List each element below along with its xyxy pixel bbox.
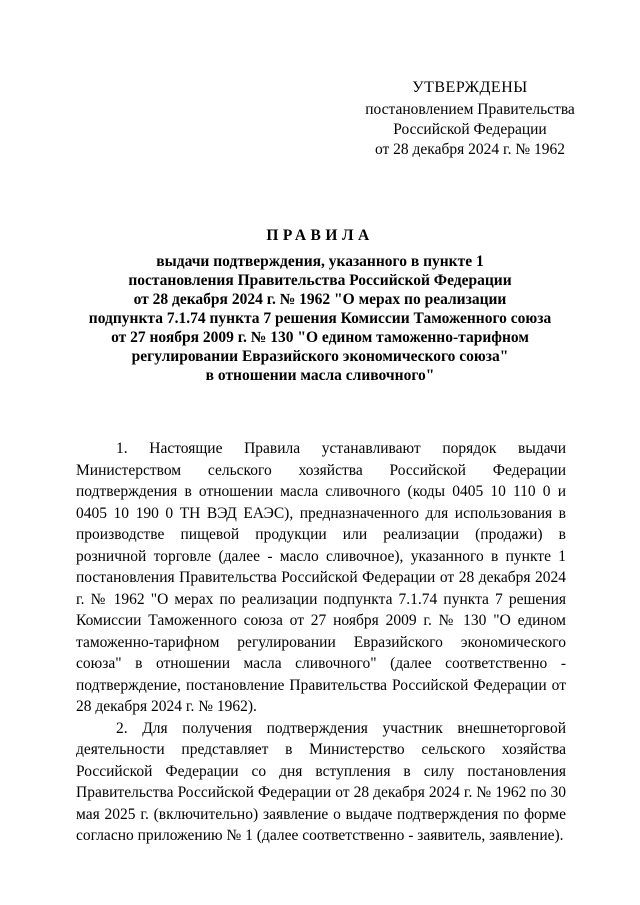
approval-line-3: от 28 декабря 2024 г. № 1962 bbox=[374, 141, 566, 158]
approval-line-1: постановлением Правительства bbox=[365, 101, 575, 118]
subtitle-line: от 28 декабря 2024 г. № 1962 "О мерах по реализации bbox=[133, 291, 507, 308]
approval-stamp-block bbox=[340, 78, 600, 160]
subtitle-line: выдачи подтверждения, указанного в пункте 1 bbox=[156, 253, 484, 270]
document-subtitle bbox=[60, 252, 580, 385]
subtitle-line: от 27 ноября 2009 г. № 130 "О едином таможенно-тарифном bbox=[111, 329, 529, 346]
paragraph-2: 2. Для получения подтверждения участник внешнеторговой деятельности представляет в Министерство сельского хозяйства Российской Федерации со дня вступления в силу постановления Правительства Российской Федерации от 28 декабря 2024 г. № 1962 по 30 мая 2025 г. (включительно) заявление о выдаче подтверждения по форме согласно приложению № 1 (далее соответственно - заявитель, заявление). bbox=[76, 719, 566, 844]
paragraph-1: 1. Настоящие Правила устанавливают порядок выдачи Министерством сельского хозяйства Российской Федерации подтверждения в отношении масла сливочного (коды 0405 10 110 0 и 0405 10 190 0 ТН ВЭД ЕАЭС), предназначенного для использования в производстве пищевой продукции или реализации (продажи) в розничной торговле (далее - масло сливочное), указанного в пункте 1 постановления Правительства Российской Федерации от 28 декабря 2024 г. № 1962 "О мерах по реализации подпункта 7.1.74 пункта 7 решения Комиссии Таможенного союза от 27 ноября 2009 г. № 130 "О едином таможенно-тарифном регулировании Евразийского экономического союза" в отношении масла сливочного" (далее соответственно - подтверждение, постановление Правительства Российской Федерации от 28 декабря 2024 г. № 1962). bbox=[76, 440, 566, 715]
approval-line-2: Российской Федерации bbox=[393, 121, 547, 138]
subtitle-line: регулировании Евразийского экономического союза" bbox=[131, 348, 509, 365]
approved-heading: УТВЕРЖДЕНЫ bbox=[412, 79, 528, 96]
subtitle-line: постановления Правительства Российской Федерации bbox=[128, 272, 512, 289]
subtitle-line: в отношении масла сливочного" bbox=[205, 367, 435, 384]
document-title: ПРАВИЛА bbox=[266, 227, 374, 244]
subtitle-line: подпункта 7.1.74 пункта 7 решения Комиссии Таможенного союза bbox=[88, 310, 552, 327]
document-body bbox=[76, 438, 566, 847]
